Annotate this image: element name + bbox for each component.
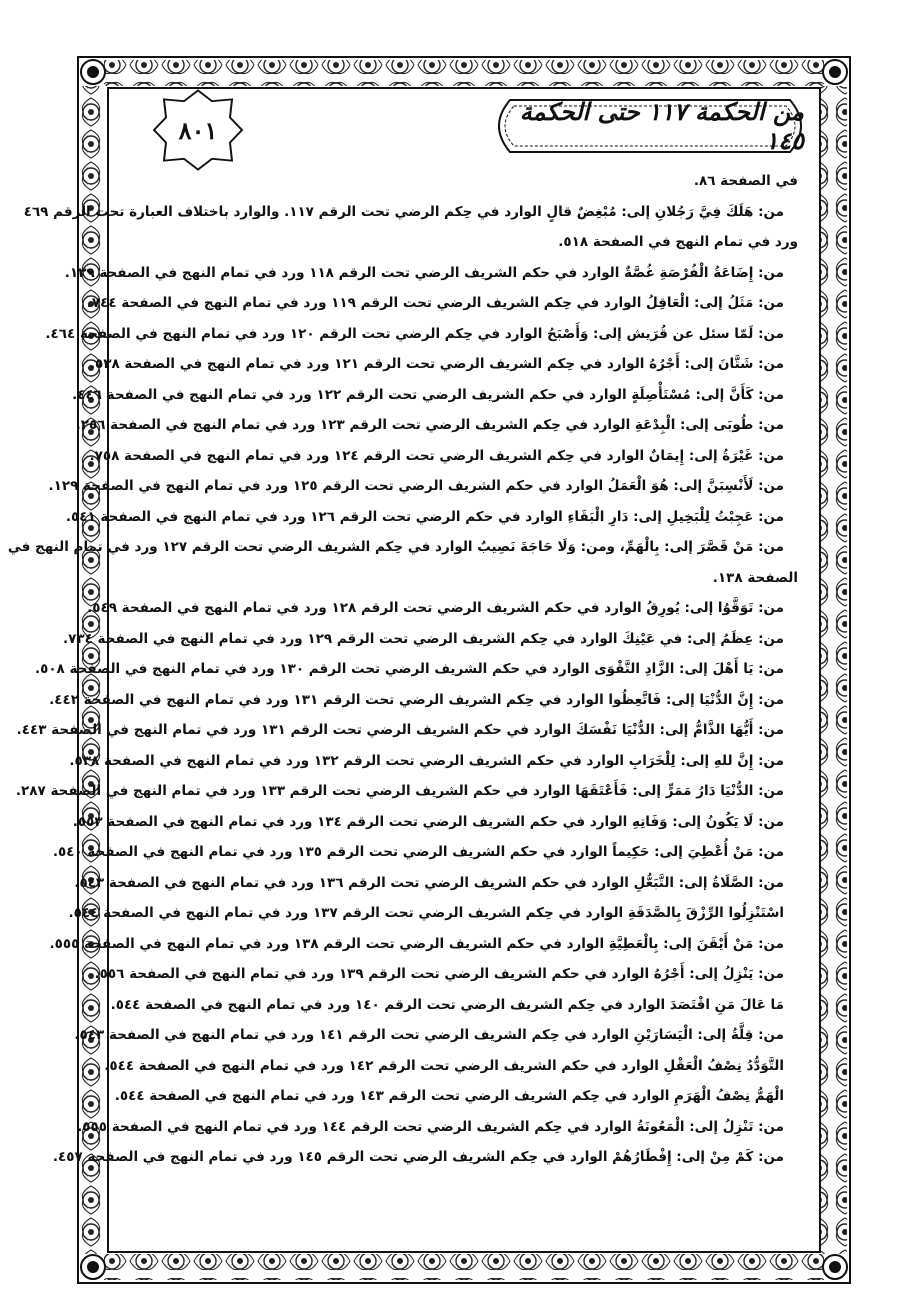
section-title: من الحكمة ١١٧ حتى الحكمة ١٤٥ — [519, 97, 804, 155]
text-line: من: إِضَاعَةُ الْفُرْصَةِ غُصَّةٌ الوارد في حكم الشريف الرضي تحت الرقم ١١٨ ورد في تمام النهج في الصفحة ١٣٩. — [64, 264, 784, 281]
text-line: من: إِنَّ الدُّنْيَا إلى: فَاتَّعِظُوا الوارد في حِكم الشريف الرضي تحت الرقم ١٣١ ورد في تمام النهج في الصفحة ٤٤٢. — [49, 691, 784, 708]
text-line: الصفحة ١٣٨. — [712, 569, 798, 586]
text-line: من: كَمْ مِنْ إلى: إِفْطَارُهُمْ الوارد في حِكم الشريف الرضي تحت الرقم ١٤٥ ورد في تمام النهج في الصفحة ٤٥٧. — [52, 1149, 784, 1165]
text-line: من: شَتَّانَ إلى: أَجْرُهُ الوارد في حِكم الشريف الرضي تحت الرقم ١٢١ ورد في تمام النهج في الصفحة ٥٣٨. — [89, 356, 784, 372]
text-line: من: إِنَّ للهِ إلى: لِلْخَرَابِ الوارد في حكم الشريف الرضي تحت الرقم ١٣٢ ورد في تمام النهج في الصفحة ٥٣٨. — [69, 752, 784, 769]
text-line: التَّوَدُّدُ نِصْفُ الْعَقْلِ الوارد في حكم الشريف الرضي تحت الرقم ١٤٢ ورد في تمام النهج في الصفحة ٥٤٤. — [104, 1057, 784, 1074]
text-line: من: تَوَقَّوُا إلى: يُورِقُ الوارد في حكم الشريف الرضي تحت الرقم ١٢٨ ورد في تمام النهج في الصفحة ٥٤٩. — [87, 600, 784, 616]
text-line: من: الصَّلَاةُ إلى: التَّبَعُّلِ الوارد في حكم الشريف الرضي تحت الرقم ١٣٦ ورد في تمام النهج في الصفحة ٥٤٣. — [74, 874, 784, 891]
text-line: من: كَأَنَّ إلى: مُسْتَأْصِلَةٍ الوارد في حكم الشريف الرضي تحت الرقم ١٢٢ ورد في تمام النهج في الصفحة ٤٤٦. — [72, 386, 784, 403]
text-line: من: لَمّا سئل عن قُرَيش إلى: وَأَصْبَحُ الوارد في حِكم الرضي تحت الرقم ١٢٠ ورد في تمام النهج في الصفحة ٤٦٤. — [45, 325, 784, 342]
text-line: من: لَا يَكُونُ إلى: وَفَاتِهِ الوارد في حكم الشريف الرضي تحت الرقم ١٣٤ ورد في تمام النهج في الصفحة ٥٥٣. — [72, 813, 784, 830]
text-line: من: مَنْ قَصَّرَ إلى: بِالْهَمِّ، ومن: وَلَا حَاجَةَ نَصِيبٌ الوارد في حِكم الشريف الرضي تحت الرقم ١٢٧ ورد في تمام النهج في — [7, 539, 784, 555]
text-body — [7, 166, 798, 1173]
text-line: من: مَثَلُ إلى: الْعَاقِلُ الوارد في حِكم الشريف الرضي تحت الرقم ١١٩ ورد في تمام النهج في الصفحة ٧٤٤. — [86, 295, 784, 311]
text-line: من: مَنْ أَيْقَنَ إلى: بِالْعَطِيَّةِ الوارد في حكم الشريف الرضي تحت الرقم ١٣٨ ورد في تمام النهج في الصفحة ٥٥٥. — [49, 935, 784, 952]
bottom-ornament-band — [104, 1254, 824, 1280]
page-number: ٨٠١ — [178, 115, 218, 145]
text-line: من: هَلَكَ فِيَّ رَجُلانِ إلى: مُبْغِضٌ قالٍ الوارد في حِكم الرضي تحت الرقم ١١٧. والوارد باختلاف العبارة تحت الرقم ٤٦٩ — [23, 203, 784, 220]
text-line: مَا عَالَ مَنِ اقْتَصَدَ الوارد في حِكم الشريف الرضي تحت الرقم ١٤٠ ورد في تمام النهج في الصفحة ٥٤٤. — [110, 996, 784, 1013]
text-line: من: تَنْزِلُ إلى: الْمَعُونَةُ الوارد في حِكم الشريف الرضي تحت الرقم ١٤٤ ورد في تمام النهج في الصفحة ٥٥٥. — [77, 1118, 784, 1135]
text-line: الْهَمُّ نِصْفُ الْهَرَمِ الوارد في حِكم الشريف الرضي تحت الرقم ١٤٣ ورد في تمام النهج في الصفحة ٥٤٤. — [114, 1088, 784, 1104]
text-line: اسْتَنْزِلُوا الرِّزْقَ بِالصَّدَقَةِ الوارد في حِكم الشريف الرضي تحت الرقم ١٣٧ ورد في تمام النهج في الصفحة ٥٤٤. — [68, 905, 784, 921]
text-line: من: عَجِبْتُ لِلْبَخِيلِ إلى: دَارِ الْبَقَاءِ الوارد في حكم الرضي تحت الرقم ١٢٦ ورد في تمام النهج في الصفحة ٥٤١. — [65, 508, 784, 525]
top-ornament-band — [104, 60, 824, 86]
text-line: من: طُوبَى إلى: الْبِدْعَةِ الوارد في حِكم الشريف الرضي تحت الرقم ١٢٣ ورد في تمام النهج في الصفحة ٢٥٦. — [75, 417, 784, 433]
text-line: من: غَيْرَةُ إلى: إِيمَانٌ الوارد في حِكم الشريف الرضي تحت الرقم ١٢٤ ورد في تمام النهج في الصفحة ٧٥٨. — [89, 447, 784, 464]
text-line: من: مَنْ أُعْطِيَ إلى: حَكِيماً الوارد في حكم الشريف الرضي تحت الرقم ١٣٥ ورد في تمام النهج في الصفحة ٥٤٠. — [52, 844, 784, 860]
text-line: في الصفحة ٨٦. — [693, 173, 798, 189]
text-line: من: عِظَمُ إلى: في عَيْنِكَ الوارد في حِكم الشريف الرضي تحت الرقم ١٢٩ ورد في تمام النهج في الصفحة ٧٣٤. — [62, 630, 784, 647]
text-line: من: الدُّنْيَا دَارُ مَمَرٍّ إلى: فَأَعْتَقَهَا الوارد في حكم الشريف الرضي تحت الرقم ١٣٣ ورد في تمام النهج في الصفحة ٢٨٧. — [15, 783, 784, 799]
text-line: ورد في تمام النهج في الصفحة ٥١٨. — [558, 234, 798, 250]
right-ornament-band — [821, 86, 847, 1254]
text-line: من: يَا أَهْلَ إلى: الزَّادِ التَّقْوَى الوارد في حكم الشريف الرضي تحت الرقم ١٣٠ ورد في تمام النهج في الصفحة ٥٠٨. — [34, 661, 784, 677]
text-line: من: قِلَّةُ إلى: الْيَسَارَيْنِ الوارد في حِكم الشريف الرضي تحت الرقم ١٤١ ورد في تمام النهج في الصفحة ٥٤٣. — [74, 1027, 784, 1043]
text-line: من: لَأَنْسِبَنَّ إلى: هُوَ الْعَمَلُ الوارد في حكم الشريف الرضي تحت الرقم ١٢٥ ورد في تمام النهج في الصفحة ١٢٩. — [48, 478, 784, 494]
text-line: من: أَيُّهَا الذَّامُّ إلى: الدُّنْيَا نَفْسَكَ الوارد في حكم الشريف الرضي تحت الرقم ١٣١ ورد في تمام النهج في الصفحة ٤٤٣. — [16, 722, 784, 738]
text-line: من: يَنْزِلُ إلى: أَجْرُهُ الوارد في حكم الشريف الرضي تحت الرقم ١٣٩ ورد في تمام النهج في الصفحة ٥٥٦. — [94, 966, 784, 982]
